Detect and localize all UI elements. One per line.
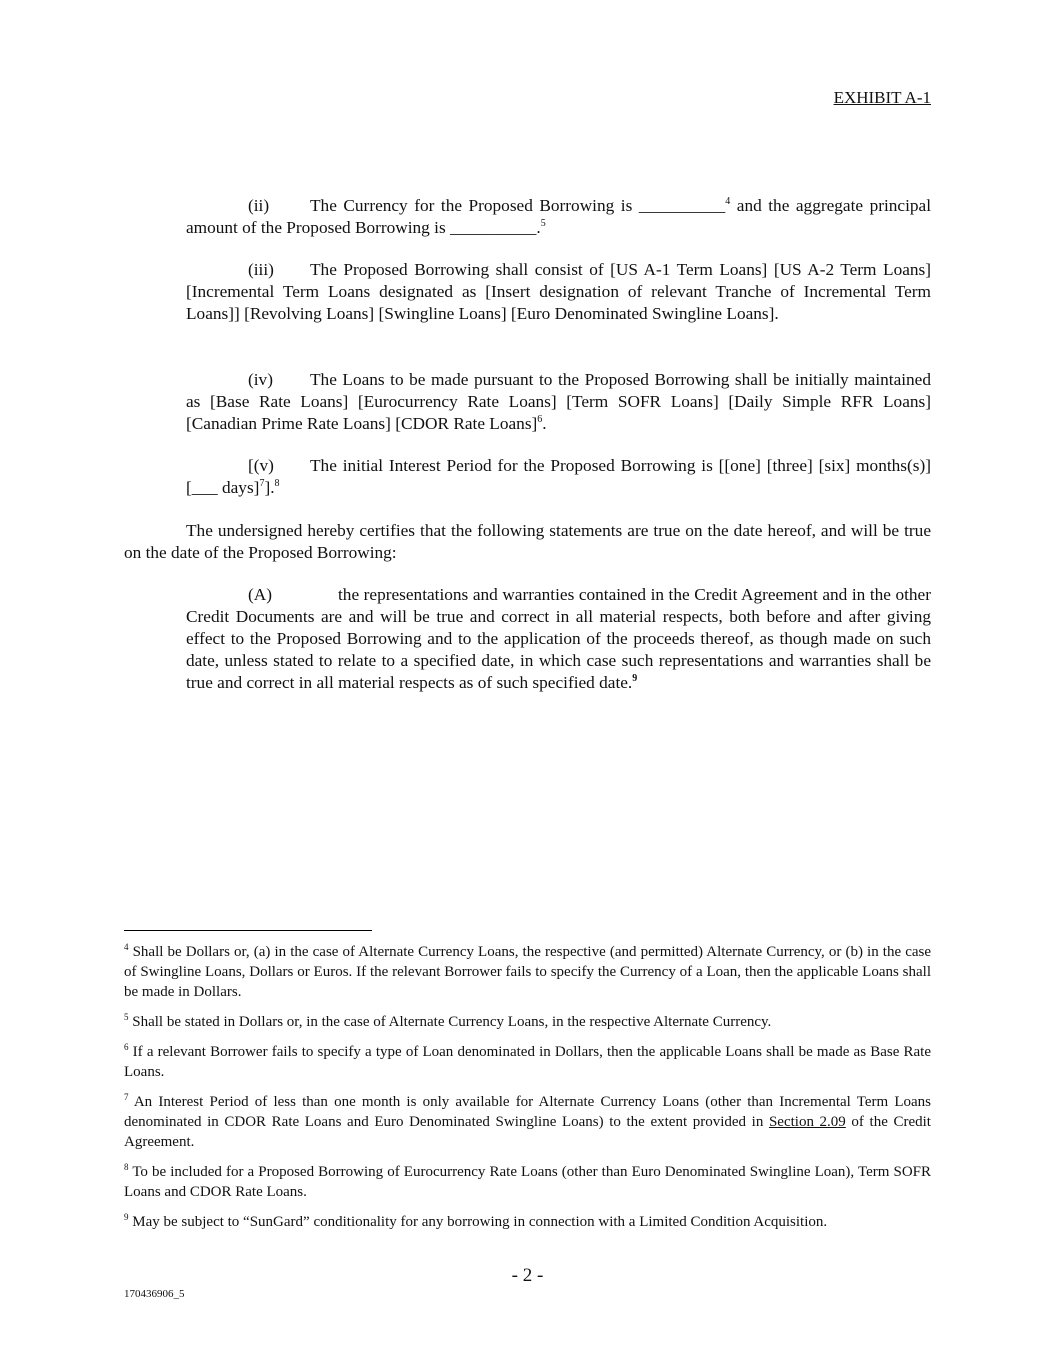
footnote-ref-7[interactable]: 7 [259, 478, 265, 489]
item-a-text: the representations and warranties contained in the Credit Agreement and in the other Credit Documents are and will be true and correct in all material respects, both before and after giving effect to the Proposed Borrowing and to the application of the proceeds thereof, as though made on such date, unless stated to relate to a specified date, in which case such representations and warranties shall be true and correct in all material respects as of such specified date. [186, 585, 931, 692]
footnote-ref-5[interactable]: 5 [540, 218, 546, 229]
footnote-4 [124, 942, 931, 1002]
item-iv-text: The Loans to be made pursuant to the Proposed Borrowing shall be initially maintained as [Base Rate Loans] [Eurocurrency Rate Loans] [Term SOFR Loans] [Daily Simple RFR Loans] [Canadian Prime Rate Loans] [CDOR Rate Loans] [186, 370, 931, 433]
footnote-8-number: 8 [124, 1162, 129, 1172]
footnote-ref-9[interactable]: 9 [632, 673, 638, 684]
item-a [186, 584, 931, 694]
item-iv-tail: . [542, 414, 547, 433]
footnote-9 [124, 1212, 931, 1232]
section-2-09-link[interactable]: Section 2.09 [768, 1114, 846, 1130]
footnote-ref-6[interactable]: 6 [537, 414, 543, 425]
certification-text: The undersigned hereby certifies that the following statements are true on the date hereof, and will be true on the date of the Proposed Borrowing: [124, 521, 931, 562]
item-v [186, 455, 931, 499]
footnote-6-text: If a relevant Borrower fails to specify a type of Loan denominated in Dollars, then the applicable Loans shall be made as Base Rate Loans. [124, 1044, 931, 1080]
footnote-8 [124, 1162, 931, 1202]
page-number: - 2 - [511, 1265, 544, 1286]
footnote-divider [124, 930, 372, 931]
footnote-9-number: 9 [124, 1212, 129, 1222]
footnote-ref-4[interactable]: 4 [725, 196, 731, 207]
exhibit-label: EXHIBIT A-1 [833, 88, 931, 107]
item-ii-number: (ii) [248, 196, 270, 215]
footnote-4-text: Shall be Dollars or, (a) in the case of Alternate Currency Loans, the respective (and permitted) Alternate Currency, or (b) in the case of Swingline Loans, Dollars or Euros. If the relevant Borrower fails to specify the Currency of a Loan, then the applicable Loans shall be made in Dollars. [124, 944, 931, 1000]
item-iii [186, 259, 931, 325]
footnote-7-text: An Interest Period of less than one month is only available for Alternate Currency Loans (other than Incremental Term Loans denominated in CDOR Rate Loans and Euro Denominated Swingline Loans) to the extent provided in [124, 1094, 931, 1130]
footnote-9-text: May be subject to “SunGard” conditionality for any borrowing in connection with a Limited Condition Acquisition. [132, 1214, 828, 1230]
footnote-6 [124, 1042, 931, 1082]
item-iv-number: (iv) [248, 370, 273, 389]
item-iii-text: The Proposed Borrowing shall consist of [US A-1 Term Loans] [US A-2 Term Loans] [Incremental Term Loans designated as [Insert designation of relevant Tranche of Incremental Term Loans]] [Revolving Loans] [Swingline Loans] [Euro Denominated Swingline Loans]. [186, 260, 931, 323]
footnote-4-number: 4 [124, 942, 129, 952]
item-v-number: [(v) [248, 456, 274, 475]
item-v-text: The initial Interest Period for the Proposed Borrowing is [[one] [three] [six] months(s)] [___ days] [186, 456, 931, 497]
footnote-5-text: Shall be stated in Dollars or, in the case of Alternate Currency Loans, in the respective Alternate Currency. [132, 1014, 772, 1030]
footnote-6-number: 6 [124, 1042, 129, 1052]
item-ii-text-a: The Currency for the Proposed Borrowing is __________ [310, 196, 726, 215]
certification-paragraph [124, 520, 931, 564]
item-iii-number: (iii) [248, 260, 274, 279]
footnote-ref-8[interactable]: 8 [274, 478, 280, 489]
footnote-8-text: To be included for a Proposed Borrowing of Eurocurrency Rate Loans (other than Euro Denominated Swingline Loan), Term SOFR Loans and CDOR Rate Loans. [124, 1164, 931, 1200]
footnote-5-number: 5 [124, 1012, 129, 1022]
item-ii-text-b: and the aggregate principal amount of the Proposed Borrowing is __________. [186, 196, 931, 237]
footnote-5 [124, 1012, 931, 1032]
item-v-mid: ]. [264, 478, 275, 497]
document-id: 170436906_5 [124, 1288, 185, 1300]
item-a-number: (A) [248, 585, 272, 604]
footnote-7-tail: of the Credit Agreement. [124, 1114, 931, 1150]
item-iv [186, 369, 931, 435]
footnote-7 [124, 1092, 931, 1152]
footnote-7-number: 7 [124, 1092, 129, 1102]
item-ii [186, 195, 931, 239]
